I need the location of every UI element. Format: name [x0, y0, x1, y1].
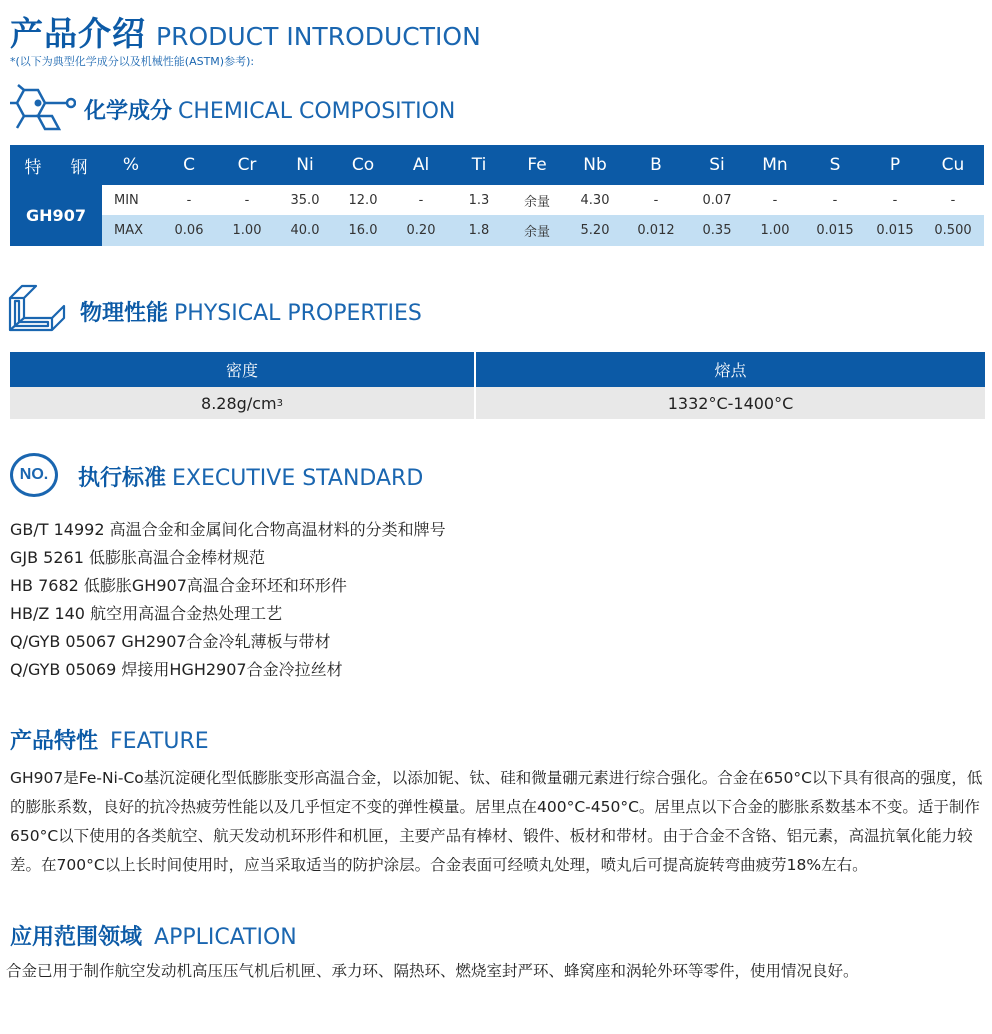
application-title-zh: 应用范围领域 — [10, 925, 143, 950]
table-cell: - — [892, 192, 898, 208]
table-cell: 余量 — [523, 225, 550, 240]
page-title-en: PRODUCT INTRODUCTION — [156, 22, 481, 51]
row-label: MAX — [114, 223, 144, 238]
chemical-title-zh: 化学成分 — [84, 99, 173, 124]
chemical-section-title — [84, 94, 455, 125]
table-cell: 0.07 — [702, 192, 732, 208]
list-item: Q/GYB 05067 GH2907合金冷轧薄板与带材 — [10, 632, 331, 651]
feature-section-title — [10, 724, 209, 755]
header-cell: Si — [709, 155, 725, 175]
physical-section-title — [80, 296, 422, 327]
physical-title-en: PHYSICAL PROPERTIES — [174, 301, 422, 326]
header-cell: % — [122, 155, 140, 175]
table-cell: 0.06 — [174, 223, 204, 238]
table-cell: 0.35 — [702, 223, 732, 238]
table-cell: 1.3 — [468, 192, 490, 208]
table-cell: 0.012 — [637, 223, 675, 238]
table-cell: 40.0 — [290, 223, 320, 238]
chemical-title-en: CHEMICAL COMPOSITION — [178, 99, 456, 124]
application-title-en: APPLICATION — [154, 925, 297, 950]
header-cell: Mn — [762, 155, 788, 175]
density-value: 8.28g/cm — [201, 393, 277, 413]
profile-beam-icon — [8, 284, 66, 332]
table-cell: 4.30 — [580, 192, 610, 208]
table-row-min — [102, 185, 984, 215]
header-cell: Ti — [471, 155, 487, 175]
page-header — [10, 8, 481, 54]
feature-title-en: FEATURE — [110, 729, 209, 754]
header-cell: Fe — [527, 155, 547, 175]
physical-title-zh: 物理性能 — [80, 301, 169, 326]
table-cell: - — [772, 192, 778, 208]
density-unit-exponent: 3 — [276, 397, 283, 409]
melting-point-value: 1332°C-1400°C — [476, 387, 985, 419]
table-cell: 5.20 — [580, 223, 610, 238]
standard-title-zh: 执行标准 — [78, 466, 167, 491]
table-cell: 0.015 — [876, 223, 914, 238]
grade-cell: GH907 — [10, 185, 102, 246]
table-cell: - — [832, 192, 838, 208]
header-cell: Al — [412, 155, 430, 175]
table-cell: 16.0 — [348, 223, 378, 238]
table-cell: 1.00 — [760, 223, 790, 238]
header-cell: Ni — [296, 155, 314, 175]
reference-note: *(以下为典型化学成分以及机械性能(ASTM)参考): — [10, 55, 255, 68]
list-item: GJB 5261 低膨胀高温合金棒材规范 — [10, 548, 265, 567]
standard-title-en: EXECUTIVE STANDARD — [172, 466, 424, 491]
application-paragraph: 合金已用于制作航空发动机高压压气机后机匣、承力环、隔热环、燃烧室封严环、蜂窝座和涡轮外环等零件，使用情况良好。 — [6, 962, 859, 980]
application-section-title — [10, 920, 297, 951]
standard-section-title — [78, 461, 423, 492]
header-cell-gang: 钢 — [70, 157, 88, 178]
molecule-icon — [8, 84, 76, 132]
physical-properties-table — [10, 352, 985, 419]
melting-point-header: 熔点 — [476, 352, 985, 387]
header-cell: Nb — [583, 155, 607, 175]
table-cell: 余量 — [523, 194, 550, 210]
header-cell: Cu — [941, 155, 965, 175]
table-cell: - — [653, 192, 659, 208]
density-value-cell — [10, 387, 474, 419]
page-title-zh: 产品介绍 — [10, 14, 146, 53]
header-cell: Co — [351, 155, 375, 175]
table-cell: 1.00 — [232, 223, 262, 238]
header-cell: S — [829, 155, 841, 175]
list-item: HB/Z 140 航空用高温合金热处理工艺 — [10, 604, 283, 623]
table-cell: 0.500 — [934, 223, 972, 238]
header-cell: P — [889, 155, 901, 175]
chemical-composition-table — [10, 145, 984, 246]
density-header: 密度 — [10, 352, 474, 387]
header-cell: B — [650, 155, 662, 175]
header-cell: Cr — [237, 155, 257, 175]
standard-list — [10, 516, 446, 684]
no-badge-icon — [10, 453, 58, 497]
feature-paragraph: GH907是Fe-Ni-Co基沉淀硬化型低膨胀变形高温合金，以添加铌、钛、硅和微量硼元素进行综合强化。合金在650°C以下具有很高的强度，低的膨胀系数，良好的抗冷热疲劳性能以及几乎恒定不变的弹性模量。居里点在400°C-450°C。居里点以下合金的膨胀系数基本不变。适于制作650°C以下使用的各类航空、航天发动机环形件和机匣，主要产品有棒材、锻件、板材和带材。由于合金不含铬、铝元素，高温抗氧化能力较差。在700°C以上长时间使用时，应当采取适当的防护涂层。合金表面可经喷丸处理，喷丸后可提高旋转弯曲疲劳18%左右。 — [10, 769, 983, 874]
table-cell: 0.015 — [816, 223, 854, 238]
table-row-max — [102, 215, 984, 246]
list-item: Q/GYB 05069 焊接用HGH2907合金冷拉丝材 — [10, 660, 343, 679]
table-cell: 12.0 — [348, 192, 378, 208]
table-cell: 1.8 — [468, 223, 490, 238]
header-cell-te: 特 — [24, 157, 42, 178]
list-item: GB/T 14992 高温合金和金属间化合物高温材料的分类和牌号 — [10, 520, 446, 539]
table-cell: 35.0 — [290, 192, 320, 208]
no-badge-text: NO. — [19, 466, 49, 483]
feature-title-zh: 产品特性 — [10, 729, 99, 754]
row-label: MIN — [114, 192, 139, 208]
list-item: HB 7682 低膨胀GH907高温合金环坯和环形件 — [10, 576, 347, 595]
chemical-table-header — [10, 145, 984, 185]
header-cell: C — [183, 155, 195, 175]
table-cell: - — [418, 192, 424, 208]
table-cell: - — [950, 192, 956, 208]
table-cell: - — [186, 192, 192, 208]
table-cell: 0.20 — [406, 223, 436, 238]
table-cell: - — [244, 192, 250, 208]
